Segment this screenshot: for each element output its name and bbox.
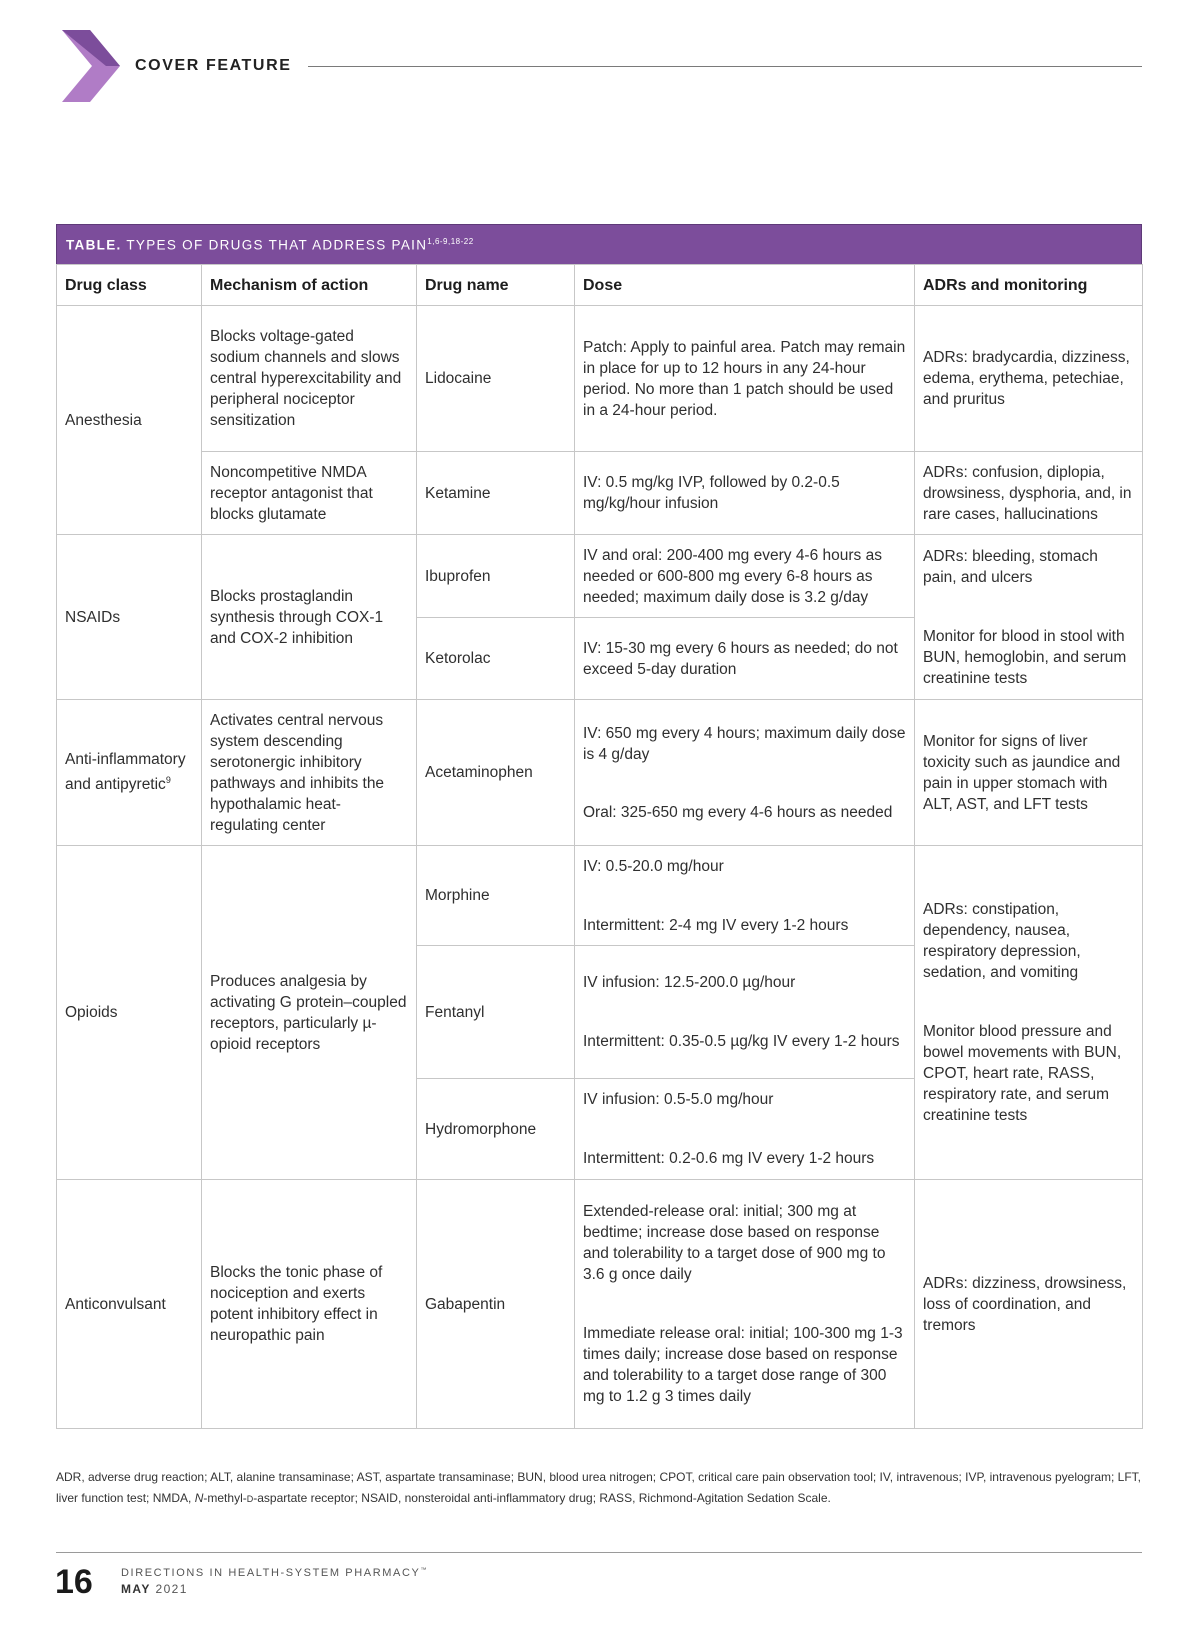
adr-cell: ADRs: bradycardia, dizziness, edema, erythema, petechiae, and pruritus — [915, 306, 1143, 452]
mechanism-cell: Produces analgesia by activating G protein–coupled receptors, particularly µ-opioid receptors — [202, 846, 417, 1180]
dose-cell — [575, 946, 915, 1079]
dose-cell: IV and oral: 200-400 mg every 4-6 hours as needed or 600-800 mg every 6-8 hours as needed; maximum daily dose is 3.2 g/day — [575, 535, 915, 618]
drug-name-cell: Ketorolac — [417, 618, 575, 700]
table-title-refs: 1,6-9,18-22 — [427, 237, 474, 246]
dose-text: IV infusion: 12.5-200.0 µg/hour — [583, 974, 796, 991]
table-row — [57, 700, 1143, 846]
mechanism-cell: Noncompetitive NMDA receptor antagonist that blocks glutamate — [202, 452, 417, 535]
drug-class-ref: 9 — [165, 775, 171, 786]
spacer — [923, 983, 1134, 1021]
table-row — [57, 452, 1143, 535]
column-header: Mechanism of action — [202, 265, 417, 306]
adr-text: ADRs: bleeding, stomach pain, and ulcers — [923, 547, 1098, 586]
dose-stack — [583, 972, 906, 1052]
drug-table — [56, 224, 1142, 1429]
table-footnote — [56, 1467, 1146, 1510]
journal-title: DIRECTIONS IN HEALTH-SYSTEM PHARMACY — [121, 1567, 421, 1579]
adr-stack — [923, 899, 1134, 1126]
section-label: COVER FEATURE — [135, 57, 292, 74]
drug-name-cell: Ibuprofen — [417, 535, 575, 618]
issue-date — [121, 1582, 188, 1596]
dose-cell — [575, 846, 915, 946]
chevron-right-icon — [62, 30, 120, 102]
table-row — [57, 306, 1143, 452]
mechanism-cell: Activates central nervous system descending serotonergic inhibitory pathways and inhibits the hypothalamic heat-regulating center — [202, 700, 417, 846]
issue-month: MAY — [121, 1582, 151, 1596]
trademark: ™ — [420, 1567, 429, 1574]
drug-name-cell: Ketamine — [417, 452, 575, 535]
monitoring-text: Monitor blood pressure and bowel movements with BUN, CPOT, heart rate, RASS, respiratory rate, and serum creatinine tests — [923, 1023, 1122, 1124]
adr-cell — [915, 535, 1143, 700]
footnote-text: -methyl- — [203, 1491, 247, 1505]
drug-class-cell: Anticonvulsant — [57, 1180, 202, 1429]
mechanism-cell: Blocks prostaglandin synthesis through COX-1 and COX-2 inhibition — [202, 535, 417, 700]
drug-class-cell — [57, 700, 202, 846]
dose-text: Intermittent: 0.35-0.5 µg/kg IV every 1-2 hours — [583, 1033, 900, 1050]
table-row — [57, 535, 1143, 618]
header-divider — [308, 66, 1142, 67]
drug-name-cell: Morphine — [417, 846, 575, 946]
adr-text: ADRs: constipation, dependency, nausea, respiratory depression, sedation, and vomiting — [923, 901, 1081, 981]
column-header: Drug class — [57, 265, 202, 306]
footnote-smallcaps: D — [246, 1494, 254, 1504]
dose-cell: IV: 0.5 mg/kg IVP, followed by 0.2-0.5 mg/kg/hour infusion — [575, 452, 915, 535]
table-row — [57, 1180, 1143, 1429]
spacer — [923, 588, 1134, 626]
spacer — [583, 1285, 906, 1323]
footnote-italic: N — [194, 1491, 204, 1505]
adr-cell — [915, 846, 1143, 1180]
adr-cell: ADRs: dizziness, drowsiness, loss of coordination, and tremors — [915, 1180, 1143, 1429]
issue-year: 2021 — [150, 1582, 188, 1596]
dose-stack — [583, 723, 906, 823]
footer-divider — [56, 1552, 1142, 1553]
dose-stack — [583, 1089, 906, 1169]
drug-class-text: Anti-inflammatory and antipyretic — [65, 751, 186, 794]
dose-text: IV: 0.5-20.0 mg/hour — [583, 857, 724, 875]
dose-text: Immediate release oral: initial; 100-300 mg 1-3 times daily; increase dose based on response and tolerability to a target dose range of 300 mg to 1.2 g 3 times daily — [583, 1325, 903, 1405]
drug-class-cell: Anesthesia — [57, 306, 202, 535]
drug-class-cell: Opioids — [57, 846, 202, 1180]
table-title-text: TYPES OF DRUGS THAT ADDRESS PAIN — [121, 237, 428, 253]
footnote-text: -aspartate receptor; NSAID, nonsteroidal anti-inflammatory drug; RASS, Richmond-Agitation Sedation Scale. — [253, 1491, 831, 1505]
drug-class-cell: NSAIDs — [57, 535, 202, 700]
drug-name-cell: Gabapentin — [417, 1180, 575, 1429]
monitoring-cell: Monitor for signs of liver toxicity such as jaundice and pain in upper stomach with ALT, AST, and LFT tests — [915, 700, 1143, 846]
dose-stack — [583, 1201, 906, 1407]
dose-text: Intermittent: 0.2-0.6 mg IV every 1-2 hours — [583, 1150, 875, 1167]
table-header-row — [57, 265, 1143, 306]
footnote-text: ADR, adverse drug reaction; ALT, alanine transaminase; AST, aspartate transaminase; BUN, blood urea nitrogen; CPOT, critical care pain observation tool; IV, intravenous; IVP, intravenous pyelogram; LFT, liver function test; NMDA, — [56, 1470, 1142, 1505]
dose-text: IV infusion: 0.5-5.0 mg/hour — [583, 1091, 774, 1108]
page-header — [0, 0, 1200, 110]
adr-stack — [923, 546, 1134, 689]
table-title-label: TABLE. — [66, 237, 122, 253]
drug-name-cell: Lidocaine — [417, 306, 575, 452]
column-header: ADRs and monitoring — [915, 265, 1143, 306]
dose-cell — [575, 1180, 915, 1429]
dose-text: IV: 650 mg every 4 hours; maximum daily dose is 4 g/day — [583, 724, 906, 763]
dose-cell: Patch: Apply to painful area. Patch may remain in place for up to 12 hours in any 24-hour period. No more than 1 patch should be used in a 24-hour period. — [575, 306, 915, 452]
table-title — [56, 224, 1142, 264]
drug-name-cell: Acetaminophen — [417, 700, 575, 846]
adr-cell: ADRs: confusion, diplopia, drowsiness, dysphoria, and, in rare cases, hallucinations — [915, 452, 1143, 535]
table-body — [56, 264, 1143, 1429]
dose-text: Extended-release oral: initial; 300 mg at bedtime; increase dose based on response and tolerability to a target dose of 900 mg to 3.6 g once daily — [583, 1203, 886, 1283]
dose-cell — [575, 1079, 915, 1180]
dose-text: Oral: 325-650 mg every 4-6 hours as needed — [583, 803, 893, 821]
mechanism-cell: Blocks voltage-gated sodium channels and slows central hyperexcitability and peripheral nociceptor sensitization — [202, 306, 417, 452]
dose-text: Intermittent: 2-4 mg IV every 1-2 hours — [583, 916, 849, 934]
monitoring-text: Monitor for blood in stool with BUN, hemoglobin, and serum creatinine tests — [923, 627, 1127, 687]
table-row — [57, 846, 1143, 946]
drug-name-cell: Hydromorphone — [417, 1079, 575, 1180]
page-number: 16 — [55, 1563, 93, 1601]
dose-cell: IV: 15-30 mg every 6 hours as needed; do not exceed 5-day duration — [575, 618, 915, 700]
mechanism-cell: Blocks the tonic phase of nociception and exerts potent inhibitory effect in neuropathic pain — [202, 1180, 417, 1429]
dose-cell — [575, 700, 915, 846]
journal-name — [121, 1567, 428, 1579]
column-header: Drug name — [417, 265, 575, 306]
column-header: Dose — [575, 265, 915, 306]
drug-name-cell: Fentanyl — [417, 946, 575, 1079]
dose-stack — [583, 856, 906, 936]
